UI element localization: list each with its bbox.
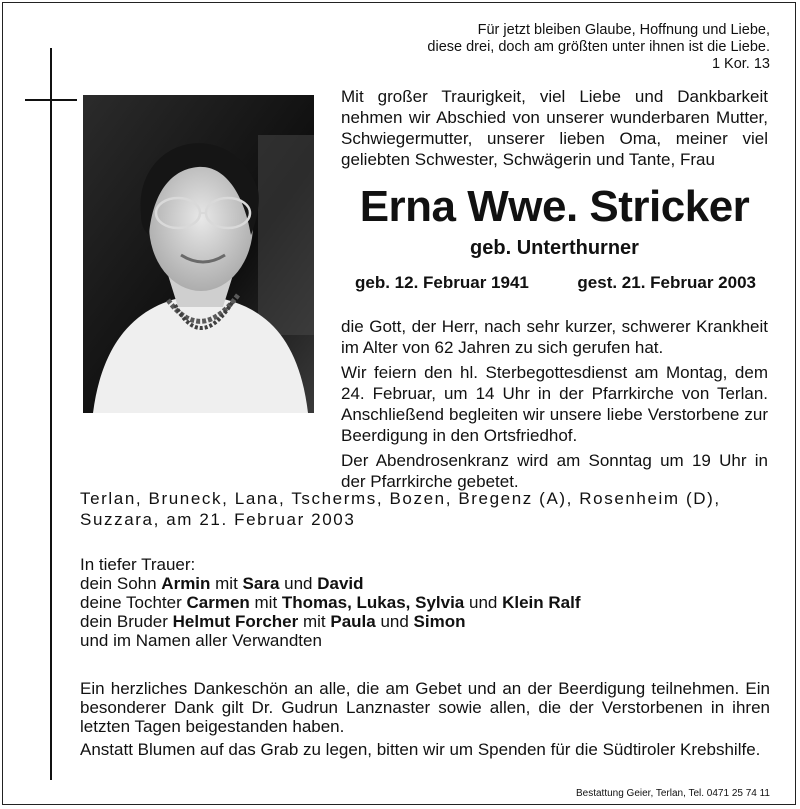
funeral-paragraph: Wir feiern den hl. Sterbegottesdienst am Montag, dem 24. Februar, um 14 Uhr in der Pfarrkirche von Terlan. Anschließend begleiten wir unsere liebe Verstorbene zur Beerdigung in den Ortsfriedhof. [341,363,768,445]
places-and-date [80,488,770,530]
death-paragraph: die Gott, der Herr, nach sehr kurzer, schwerer Krankheit im Alter von 62 Jahren zu sich gerufen hat. [341,317,768,357]
brother-child: Simon [413,612,466,631]
brother-joiner-1: mit [298,612,331,631]
brother-joiner-2: und [375,612,414,631]
deceased-name: Erna Wwe. Stricker [359,182,750,231]
son-name: Armin [161,574,211,593]
daughter-joiner-1: mit [249,593,282,612]
maiden-name: geb. Unterthurner [470,237,639,259]
thanks-paragraph: Ein herzliches Dankeschön an alle, die am Gebet und an der Beerdigung teilnehmen. Ein besonderer Dank gilt Dr. Gudrun Lanznaster sowie allen, die der Verstorbenen in ihren letzten Tagen beigestanden haben. [80,679,770,736]
cross-icon-horizontal [25,99,77,101]
brother-partner: Paula [330,612,376,631]
daughter-prefix: deine Tochter [80,593,187,612]
mourner-son [80,574,770,593]
bible-verse [427,22,770,73]
cross-icon-vertical [50,48,52,780]
mourners-list [80,555,770,650]
daughter-family-last: Klein Ralf [502,593,581,612]
son-partner: Sara [242,574,280,593]
verse-line-1: Für jetzt bleiben Glaube, Hoffnung und Liebe, [477,22,770,38]
son-joiner-2: und [279,574,318,593]
brother-name: Helmut Forcher [172,612,299,631]
brother-prefix: dein Bruder [80,612,173,631]
son-prefix: dein Sohn [80,574,162,593]
verse-reference: 1 Kor. 13 [711,56,770,72]
mourners-closing: und im Namen aller Verwandten [80,631,322,650]
thanks-section [80,679,770,763]
verse-line-2: diese drei, doch am größten unter ihnen ist die Liebe. [427,39,770,55]
places-line-2: Suzzara, am 21. Februar 2003 [80,510,356,529]
portrait-photo [83,95,314,413]
daughter-joiner-2: und [464,593,503,612]
mourner-daughter [80,593,770,612]
mourners-heading: In tiefer Trauer: [80,555,196,574]
son-child: David [317,574,364,593]
mourner-brother [80,612,770,631]
funeral-home-footer: Bestattung Geier, Terlan, Tel. 0471 25 74 11 [575,788,770,799]
birth-date: geb. 12. Februar 1941 [355,273,529,292]
rosary-paragraph: Der Abendrosenkranz wird am Sonntag um 19 Uhr in der Pfarrkirche gebetet. [341,451,768,491]
service-details [341,316,768,496]
portrait-image [83,95,314,413]
daughter-family: Thomas, Lukas, Sylvia [281,593,465,612]
intro-text: Mit großer Traurigkeit, viel Liebe und Dankbarkeit nehmen wir Abschied von unserer wunderbaren Mutter, Schwiegermutter, unserer lieben Oma, meiner viel geliebten Schwester, Schwägerin und Tante, Frau [341,87,768,169]
death-date: gest. 21. Februar 2003 [577,273,756,292]
daughter-name: Carmen [186,593,250,612]
places-line-1: Terlan, Bruneck, Lana, Tscherms, Bozen, Bregenz (A), Rosenheim (D), [80,489,721,508]
son-joiner-1: mit [210,574,243,593]
donation-paragraph: Anstatt Blumen auf das Grab zu legen, bitten wir um Spenden für die Südtiroler Krebshilfe. [80,740,761,759]
